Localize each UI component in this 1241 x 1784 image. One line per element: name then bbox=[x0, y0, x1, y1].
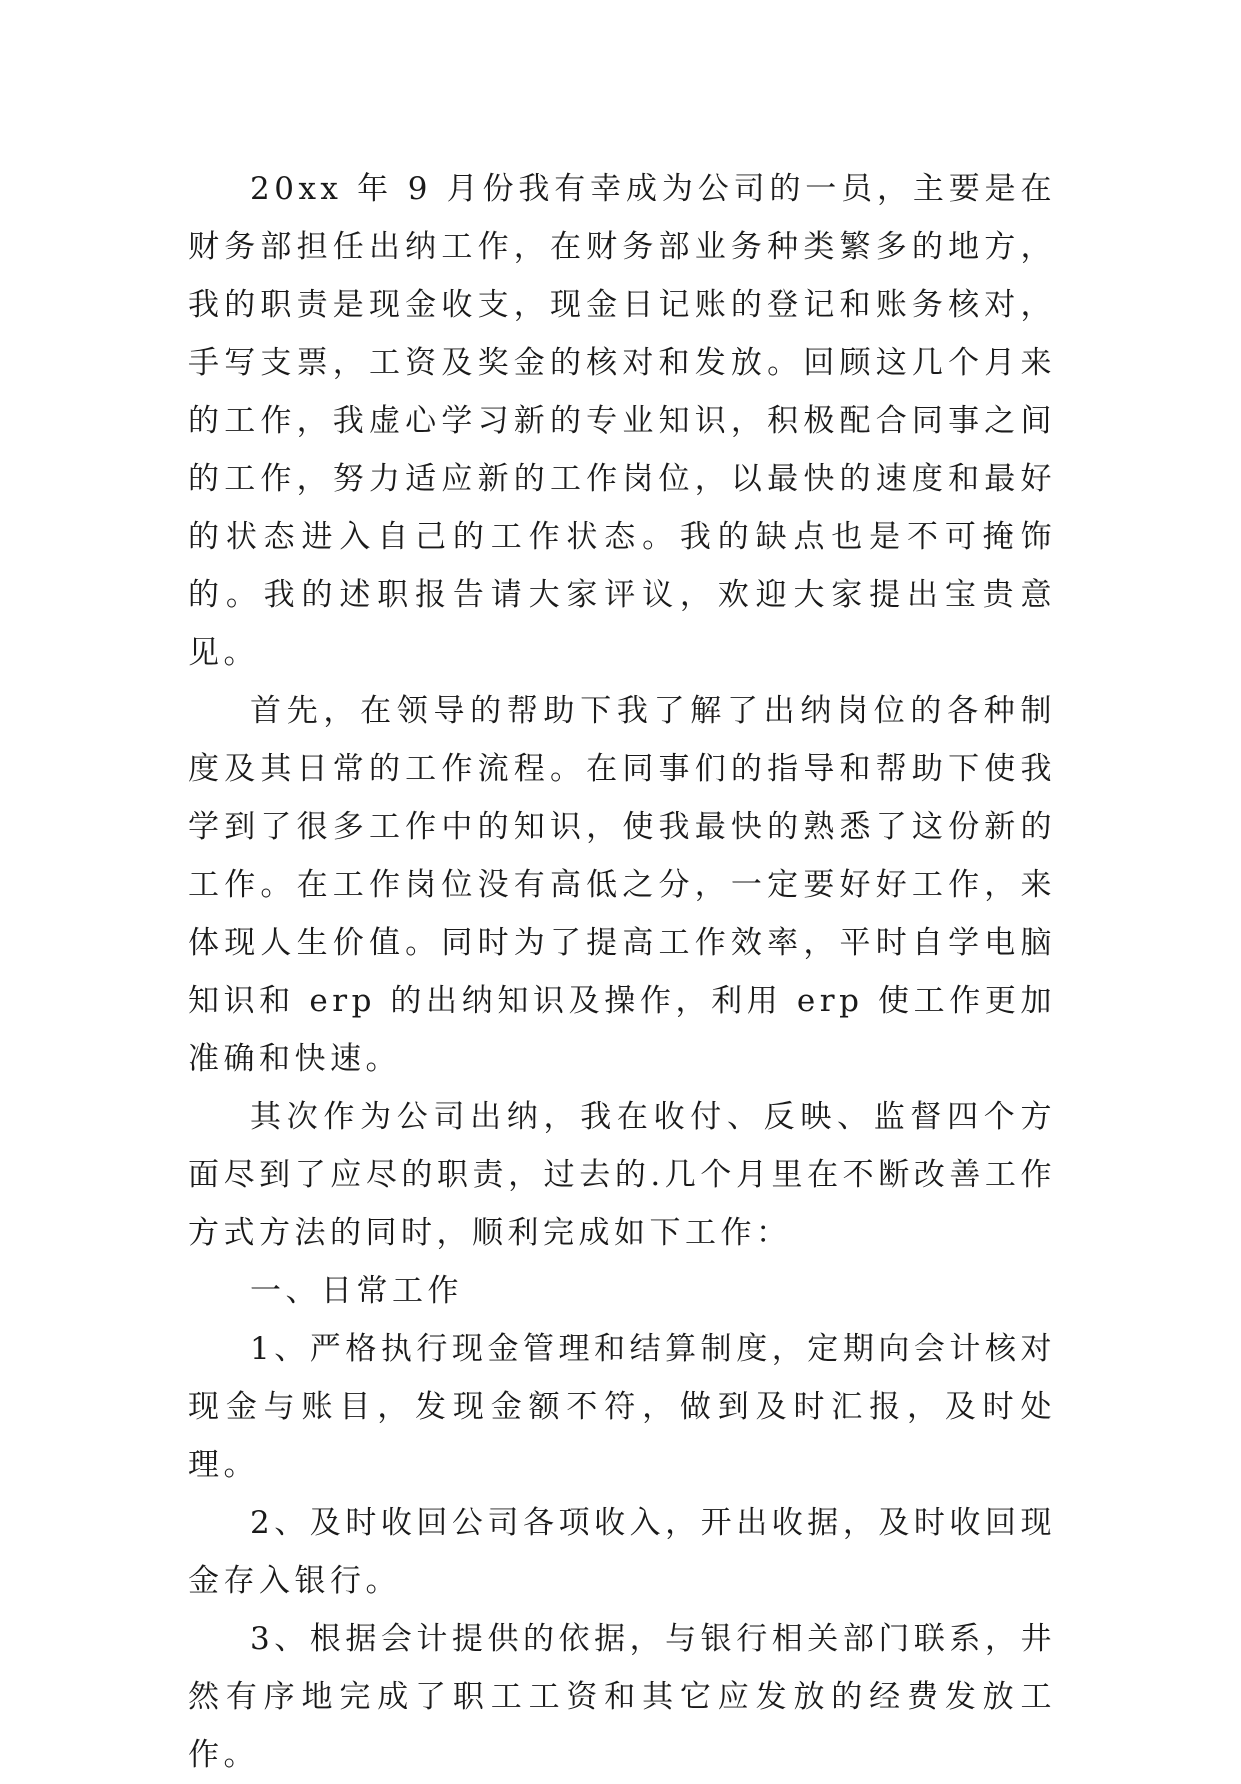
list-item-1: 1、严格执行现金管理和结算制度，定期向会计核对现金与账目，发现金额不符，做到及时汇报，及时处理。 bbox=[188, 1331, 1056, 1483]
section-heading-daily-work: 一、日常工作 bbox=[250, 1273, 463, 1309]
paragraph-second: 其次作为公司出纳，我在收付、反映、监督四个方面尽到了应尽的职责，过去的.几个月里在不断改善工作方式方法的同时，顺利完成如下工作： bbox=[188, 1099, 1056, 1251]
paragraph-intro: 20xx 年 9 月份我有幸成为公司的一员，主要是在财务部担任出纳工作，在财务部业务种类繁多的地方，我的职责是现金收支，现金日记账的登记和账务核对，手写支票，工资及奖金的核对和发放。回顾这几个月来的工作，我虚心学习新的专业知识，积极配合同事之间的工作，努力适应新的工作岗位，以最快的速度和最好的状态进入自己的工作状态。我的缺点也是不可掩饰的。我的述职报告请大家评议，欢迎大家提出宝贵意见。 bbox=[188, 171, 1056, 671]
document-body bbox=[188, 160, 1056, 1784]
list-item-3: 3、根据会计提供的依据，与银行相关部门联系，井然有序地完成了职工工资和其它应发放的经费发放工作。 bbox=[188, 1621, 1056, 1773]
paragraph-first: 首先，在领导的帮助下我了解了出纳岗位的各种制度及其日常的工作流程。在同事们的指导和帮助下使我学到了很多工作中的知识，使我最快的熟悉了这份新的工作。在工作岗位没有高低之分，一定要好好工作，来体现人生价值。同时为了提高工作效率，平时自学电脑知识和 erp 的出纳知识及操作，利用 erp 使工作更加准确和快速。 bbox=[188, 693, 1056, 1077]
list-item-2: 2、及时收回公司各项收入，开出收据，及时收回现金存入银行。 bbox=[188, 1505, 1056, 1599]
